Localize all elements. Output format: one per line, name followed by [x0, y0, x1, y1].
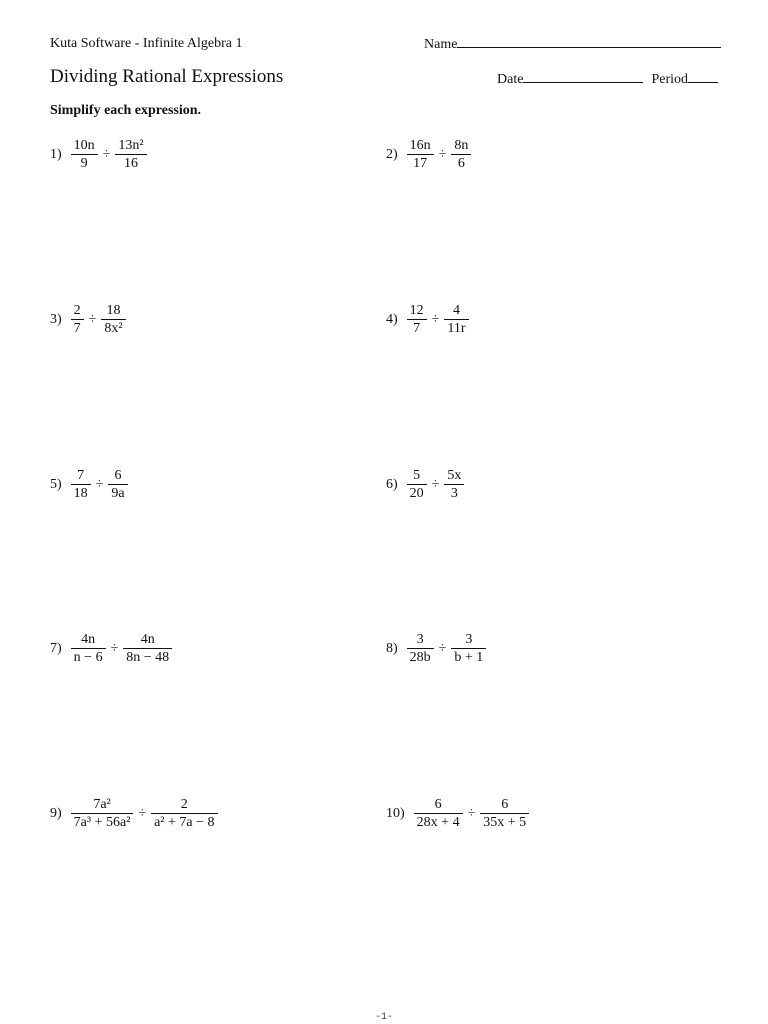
- denominator: 28x + 4: [416, 815, 460, 830]
- problem-number: 10): [386, 805, 405, 821]
- numerator: 2: [73, 303, 81, 318]
- denominator: 9: [80, 156, 88, 171]
- page-number: -1-: [374, 1012, 393, 1023]
- problem-6: [386, 467, 466, 502]
- divide-sign: ÷: [467, 805, 476, 821]
- name-line: [457, 36, 721, 48]
- date-label: Date: [497, 72, 524, 87]
- problem-number: 8): [386, 640, 398, 656]
- divide-sign: ÷: [102, 146, 111, 162]
- denominator: 6: [457, 156, 465, 171]
- fraction-right: [451, 137, 471, 172]
- fraction-right: [480, 796, 529, 831]
- fraction-left: [407, 302, 427, 337]
- fraction-left: [71, 631, 106, 666]
- date-line: [523, 71, 643, 83]
- denominator: 7a³ + 56a²: [73, 815, 131, 830]
- problem-number: 3): [50, 311, 62, 327]
- problem-number: 6): [386, 476, 398, 492]
- name-field: [424, 36, 721, 53]
- denominator: 9a: [111, 486, 125, 501]
- problem-1: [50, 137, 149, 172]
- numerator: 3: [416, 632, 424, 647]
- numerator: 12: [409, 303, 424, 318]
- denominator: 7: [73, 321, 81, 336]
- problem-7: [50, 631, 174, 666]
- problem-number: 7): [50, 640, 62, 656]
- fraction-left: [71, 137, 98, 172]
- numerator: 8n: [454, 138, 469, 153]
- numerator: 10n: [73, 138, 95, 153]
- denominator: 18: [73, 486, 88, 501]
- problem-number: 1): [50, 146, 62, 162]
- problem-number: 4): [386, 311, 398, 327]
- denominator: b + 1: [454, 650, 484, 665]
- date-period-field: [497, 71, 718, 88]
- instructions: Simplify each expression.: [50, 103, 202, 118]
- divide-sign: ÷: [95, 476, 104, 492]
- numerator: 4: [452, 303, 460, 318]
- fraction-left: [414, 796, 463, 831]
- denominator: 3: [450, 486, 458, 501]
- numerator: 2: [180, 797, 188, 812]
- divide-sign: ÷: [138, 805, 147, 821]
- denominator: 35x + 5: [483, 815, 527, 830]
- denominator: 8x²: [104, 321, 123, 336]
- numerator: 6: [434, 797, 442, 812]
- fraction-left: [71, 302, 84, 337]
- name-label: Name: [424, 37, 458, 52]
- fraction-left: [407, 631, 434, 666]
- fraction-right: [444, 467, 464, 502]
- numerator: 18: [106, 303, 121, 318]
- worksheet-title: Dividing Rational Expressions: [50, 66, 284, 87]
- divide-sign: ÷: [431, 476, 440, 492]
- fraction-right: [444, 302, 468, 337]
- period-line: [688, 71, 718, 83]
- numerator: 5: [413, 468, 421, 483]
- divide-sign: ÷: [110, 640, 119, 656]
- divide-sign: ÷: [438, 146, 447, 162]
- numerator: 6: [114, 468, 122, 483]
- numerator: 3: [465, 632, 473, 647]
- software-label: Kuta Software - Infinite Algebra 1: [50, 36, 243, 51]
- fraction-right: [451, 631, 486, 666]
- divide-sign: ÷: [88, 311, 97, 327]
- fraction-left: [71, 467, 91, 502]
- denominator: 11r: [447, 321, 466, 336]
- numerator: 5x: [447, 468, 462, 483]
- numerator: 4n: [81, 632, 96, 647]
- fraction-left: [407, 137, 434, 172]
- problem-2: [386, 137, 473, 172]
- numerator: 7a²: [93, 797, 111, 812]
- problem-number: 5): [50, 476, 62, 492]
- divide-sign: ÷: [438, 640, 447, 656]
- fraction-right: [115, 137, 146, 172]
- denominator: 28b: [409, 650, 431, 665]
- fraction-left: [407, 467, 427, 502]
- numerator: 4n: [140, 632, 155, 647]
- fraction-right: [123, 631, 172, 666]
- denominator: a² + 7a − 8: [154, 815, 215, 830]
- numerator: 7: [77, 468, 85, 483]
- denominator: n − 6: [73, 650, 103, 665]
- problem-10: [386, 796, 531, 831]
- problem-8: [386, 631, 488, 666]
- denominator: 16: [123, 156, 138, 171]
- problem-3: [50, 302, 128, 337]
- problem-5: [50, 467, 130, 502]
- fraction-left: [71, 796, 134, 831]
- numerator: 6: [501, 797, 509, 812]
- problem-9: [50, 796, 220, 831]
- problem-number: 2): [386, 146, 398, 162]
- numerator: 16n: [409, 138, 431, 153]
- divide-sign: ÷: [431, 311, 440, 327]
- problem-number: 9): [50, 805, 62, 821]
- denominator: 7: [413, 321, 421, 336]
- denominator: 17: [413, 156, 428, 171]
- numerator: 13n²: [118, 138, 144, 153]
- problem-4: [386, 302, 471, 337]
- denominator: 8n − 48: [126, 650, 170, 665]
- period-label: Period: [651, 72, 688, 87]
- fraction-right: [151, 796, 217, 831]
- denominator: 20: [409, 486, 424, 501]
- fraction-right: [101, 302, 125, 337]
- fraction-right: [108, 467, 127, 502]
